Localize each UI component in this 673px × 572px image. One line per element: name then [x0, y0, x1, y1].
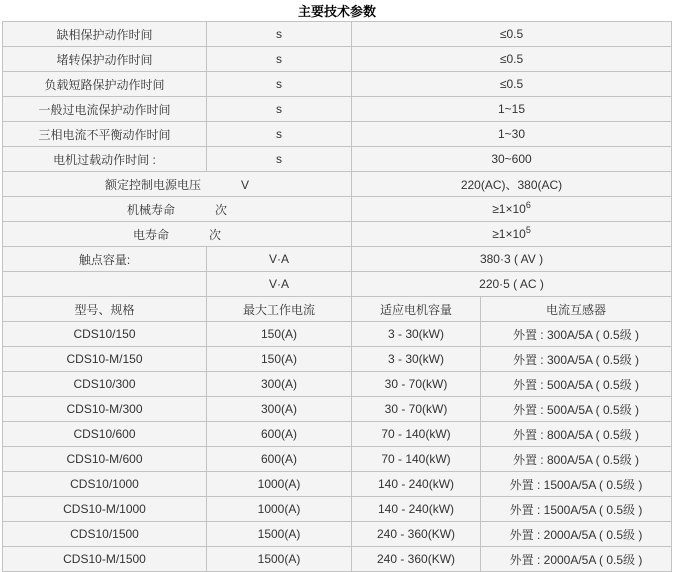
- max-current: 600(A): [207, 447, 352, 472]
- motor-capacity: 70 - 140(kW): [352, 422, 481, 447]
- current-transformer: 外置 : 1500A/5A ( 0.5级 ): [481, 497, 672, 522]
- max-current: 300(A): [207, 372, 352, 397]
- model-name: CDS10-M/300: [3, 397, 207, 422]
- spec-row-merged: [3, 197, 672, 222]
- model-row: [3, 447, 672, 472]
- motor-capacity: 140 - 240(kW): [352, 497, 481, 522]
- max-current: 1500(A): [207, 522, 352, 547]
- spec-row-merged: [3, 222, 672, 247]
- param-label-unit: [3, 222, 352, 247]
- value-base: ≥1×10: [492, 227, 526, 241]
- param-value: [352, 197, 672, 222]
- param-unit: s: [207, 22, 352, 47]
- param-value: 30~600: [352, 147, 672, 172]
- model-name: CDS10-M/1000: [3, 497, 207, 522]
- model-row: [3, 322, 672, 347]
- param-unit: 次: [215, 202, 228, 217]
- spec-row: [3, 147, 672, 172]
- param-label: 电机过载动作时间 :: [3, 147, 207, 172]
- param-value: 380·3 ( AV ): [352, 247, 672, 272]
- current-transformer: 外置 : 500A/5A ( 0.5级 ): [481, 372, 672, 397]
- param-value: ≤0.5: [352, 72, 672, 97]
- param-value: ≤0.5: [352, 47, 672, 72]
- motor-capacity: 3 - 30(kW): [352, 322, 481, 347]
- param-unit: V·A: [207, 272, 352, 297]
- param-value: [352, 222, 672, 247]
- model-name: CDS10/150: [3, 322, 207, 347]
- param-label-unit: [3, 197, 352, 222]
- param-unit: s: [207, 72, 352, 97]
- param-label: 堵转保护动作时间: [3, 47, 207, 72]
- motor-capacity: 30 - 70(kW): [352, 372, 481, 397]
- max-current: 600(A): [207, 422, 352, 447]
- model-row: [3, 422, 672, 447]
- model-row: [3, 522, 672, 547]
- model-row: [3, 372, 672, 397]
- current-transformer: 外置 : 300A/5A ( 0.5级 ): [481, 322, 672, 347]
- param-value: 220·5 ( AC ): [352, 272, 672, 297]
- spec-row: [3, 47, 672, 72]
- motor-capacity: 3 - 30(kW): [352, 347, 481, 372]
- value-exponent: 5: [525, 225, 531, 235]
- param-label: 一般过电流保护动作时间: [3, 97, 207, 122]
- contact-capacity-row: [3, 247, 672, 272]
- model-header-row: [3, 297, 672, 322]
- spec-row: [3, 122, 672, 147]
- param-unit: 次: [209, 227, 222, 242]
- motor-capacity: 140 - 240(kW): [352, 472, 481, 497]
- spec-row-merged: [3, 172, 672, 197]
- value-exponent: 6: [525, 200, 531, 210]
- column-header-current-transformer: 电流互感器: [481, 297, 672, 322]
- current-transformer: 外置 : 2000A/5A ( 0.5级 ): [481, 522, 672, 547]
- table-title: 主要技术参数: [3, 0, 672, 22]
- param-unit: s: [207, 122, 352, 147]
- param-value: ≤0.5: [352, 22, 672, 47]
- column-header-max-current: 最大工作电流: [207, 297, 352, 322]
- current-transformer: 外置 : 800A/5A ( 0.5级 ): [481, 422, 672, 447]
- max-current: 1000(A): [207, 472, 352, 497]
- param-unit: s: [207, 47, 352, 72]
- param-label: 缺相保护动作时间: [3, 22, 207, 47]
- model-row: [3, 497, 672, 522]
- current-transformer: 外置 : 2000A/5A ( 0.5级 ): [481, 547, 672, 572]
- model-name: CDS10-M/1500: [3, 547, 207, 572]
- model-row: [3, 397, 672, 422]
- current-transformer: 外置 : 800A/5A ( 0.5级 ): [481, 447, 672, 472]
- model-name: CDS10/1500: [3, 522, 207, 547]
- column-header-model: 型号、规格: [3, 297, 207, 322]
- value-base: ≥1×10: [492, 202, 526, 216]
- param-label-unit: [3, 172, 352, 197]
- param-label: 电寿命: [132, 227, 169, 242]
- current-transformer: 外置 : 500A/5A ( 0.5级 ): [481, 397, 672, 422]
- max-current: 300(A): [207, 397, 352, 422]
- param-label: 触点容量:: [3, 247, 207, 272]
- max-current: 1500(A): [207, 547, 352, 572]
- motor-capacity: 240 - 360(KW): [352, 522, 481, 547]
- max-current: 150(A): [207, 347, 352, 372]
- motor-capacity: 30 - 70(kW): [352, 397, 481, 422]
- param-unit: V·A: [207, 247, 352, 272]
- model-name: CDS10-M/600: [3, 447, 207, 472]
- spec-row: [3, 72, 672, 97]
- current-transformer: 外置 : 1500A/5A ( 0.5级 ): [481, 472, 672, 497]
- specs-table: [2, 0, 672, 572]
- param-value: 1~15: [352, 97, 672, 122]
- param-unit: s: [207, 97, 352, 122]
- param-label: 三相电流不平衡动作时间: [3, 122, 207, 147]
- spec-row: [3, 22, 672, 47]
- title-row: [3, 0, 672, 22]
- model-name: CDS10/600: [3, 422, 207, 447]
- motor-capacity: 240 - 360(KW): [352, 547, 481, 572]
- contact-capacity-row: [3, 272, 672, 297]
- model-row: [3, 347, 672, 372]
- model-name: CDS10/300: [3, 372, 207, 397]
- param-label: 机械寿命: [126, 202, 175, 217]
- param-label: 额定控制电源电压: [104, 177, 201, 192]
- model-name: CDS10/1000: [3, 472, 207, 497]
- model-name: CDS10-M/150: [3, 347, 207, 372]
- column-header-motor-capacity: 适应电机容量: [352, 297, 481, 322]
- max-current: 150(A): [207, 322, 352, 347]
- model-row: [3, 547, 672, 572]
- model-row: [3, 472, 672, 497]
- current-transformer: 外置 : 300A/5A ( 0.5级 ): [481, 347, 672, 372]
- max-current: 1000(A): [207, 497, 352, 522]
- param-value: 220(AC)、380(AC): [352, 172, 672, 197]
- spec-row: [3, 97, 672, 122]
- param-value: 1~30: [352, 122, 672, 147]
- param-unit: s: [207, 147, 352, 172]
- param-label: 负载短路保护动作时间: [3, 72, 207, 97]
- param-unit: V: [241, 177, 250, 192]
- motor-capacity: 70 - 140(kW): [352, 447, 481, 472]
- param-label-empty: [3, 272, 207, 297]
